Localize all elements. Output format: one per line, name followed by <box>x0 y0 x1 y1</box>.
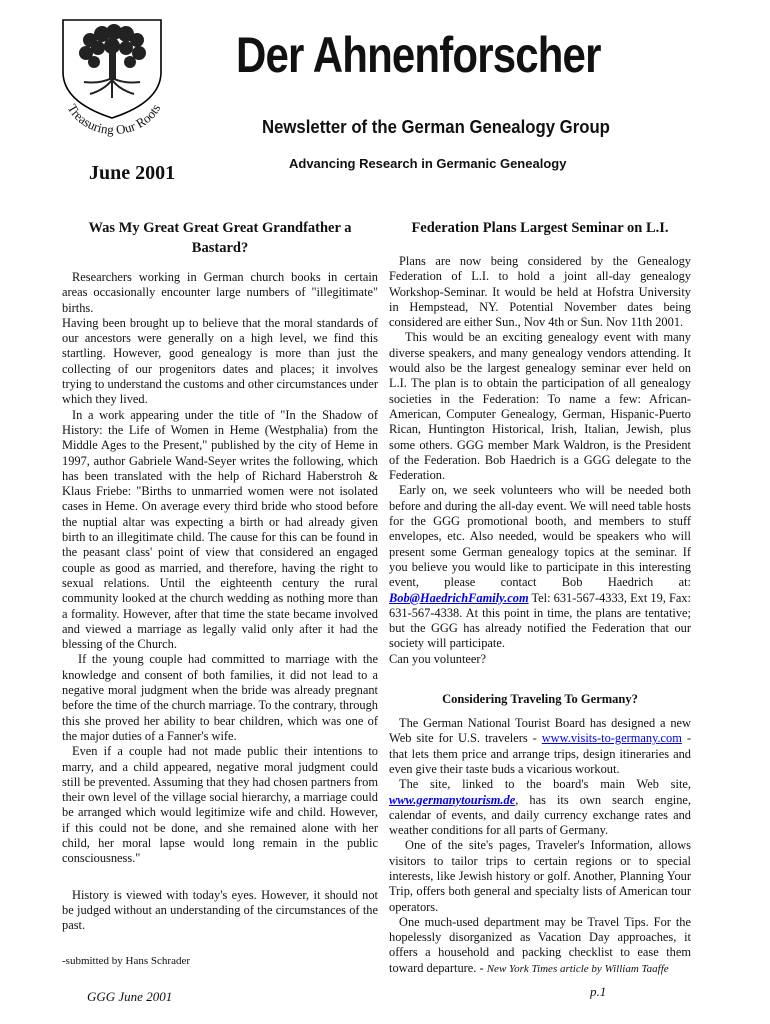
travel-article-paragraph <box>389 777 691 838</box>
travel-article-attribution: New York Times article by William Taaffe <box>486 962 669 975</box>
left-article-title: Was My Great Great Great Grandfather a Bastard? <box>88 220 352 256</box>
left-article-paragraph: Having been brought up to believe that the moral standards of our ancestors were generally on a high level, we find this startling. However, good genealogy is more than just the collecting of our progenitors dates and places; it involves trying to understand the customs and other circumstances under which they lived. <box>62 315 378 407</box>
travel-article-title: Considering Traveling To Germany? <box>442 692 638 707</box>
travel-article-text: - that lets them price and arrange trips, design itineraries and even give their taste buds a vicarious workout. <box>389 731 691 776</box>
page-number: p.1 <box>590 984 607 999</box>
right-column <box>389 218 691 977</box>
left-article-paragraph: In a work appearing under the title of "In the Shadow of History: the Life of Women in Heme (Westphalia) from the Middle Ages to the Present," published by the city of Heme in 1997, author Gabriele Wand-Seyer writes the following, which has been translated with the help of Richard Haberstroh & Klaus Friebe: "Births to unmarried women were not isolated cases in Heme. On average every third bride who stood before the nuptial altar was expecting a birth or had already given birth to an illegitimate child. The cause for this can be found in the peasant class' point of view that considered an engaged couple as good as married, and therefore, having the right to sexual relations. Until the eighteenth century the rural community looked at the church wedding as nothing more than a formality. However, after that time the state became involved and viewed a marriage as legally valid only after it had the blessing of the Church. <box>62 407 378 652</box>
left-article-paragraph: History is viewed with today's eyes. However, it should not be judged without an understanding of the circumstances of the past. <box>62 887 378 933</box>
travel-article-paragraph <box>389 915 691 977</box>
logo <box>50 10 175 145</box>
right-article-paragraph: Plans are now being considered by the Genealogy Federation of L.I. to hold a joint all-day genealogy Workshop-Seminar. It would be held at Hofstra University in Hempstead, NY. Potential November dates being considered are either Sun., Nov 4th or Sun. Nov 11th 2001. <box>389 254 691 330</box>
travel-article-text: The site, linked to the board's main Web site, <box>399 777 691 792</box>
travel-article-text: , has its own search engine, calendar of events, and daily currency exchange rates and weather conditions for all parts of Germany. <box>389 792 691 838</box>
left-article-paragraph: Researchers working in German church books in certain areas occasionally encounter large numbers of "illegitimate" births. <box>62 270 378 315</box>
travel-article-text: The German National Tourist Board has designed a new Web site for U.S. travelers - <box>389 716 691 746</box>
left-article-paragraph: If the young couple had committed to marriage with the knowledge and consent of both families, it did not lead to a negative moral judgment when the bride was already pregnant before the time of the church marriage. To the contrary, through this she proved her ability to bear children, which was one of the major duties of a Fanner's wife. <box>62 652 379 743</box>
newsletter-title: Der Ahnenforscher <box>236 27 601 83</box>
footer-issue: GGG June 2001 <box>87 989 173 1004</box>
tree-roots-icon <box>50 10 175 145</box>
right-article-title: Federation Plans Largest Seminar on L.I. <box>411 220 669 236</box>
visits-to-germany-link[interactable]: www.visits-to-germany.com <box>541 731 682 746</box>
left-column <box>62 218 378 970</box>
travel-article-text: One much-used department may be Travel Tips. For the hopelessly disorganized as Vacation Day approaches, it offers a household and packing checklist to ease them toward departure. - <box>389 914 691 975</box>
right-article-text: Tel: 631-567-4333, Ext 19, Fax: 631-567-4338. At this point in time, the plans are tentative; but the GGG has already notified the Federation that our society will participate. <box>389 590 691 651</box>
right-article-text: Early on, we seek volunteers who will be needed both before and during the all-day event. We will need table hosts for the GGG promotional booth, and members to stuff envelopes, etc. Also needed, would be speakers who will present some German genealogy topics at the seminar. If you believe you would like to participate in this interesting event, please contact Bob Haedrich at: <box>389 483 691 590</box>
right-article-paragraph: Can you volunteer? <box>389 651 487 666</box>
svg-text:Treasuring Our Roots: Treasuring Our Roots <box>64 101 164 138</box>
right-article-paragraph <box>389 483 691 651</box>
right-article-paragraph: This would be an exciting genealogy event with many diverse speakers, and many genealogy vendors attending. It would also be the largest genealogy seminar ever held on L.I. The plan is to obtain the participation of all genealogy societies in the Federation: To name a few: African-American, Computer Genealogy, German, Hispanic-Puerto Rican, Huntington Historical, Irish, Italian, Jewish, plus some others. GGG member Mark Waldron, is the President of the Federation. Bob Haedrich is a GGG delegate to the Federation. <box>389 330 691 483</box>
left-article-signature: -submitted by Hans Schrader <box>62 955 190 968</box>
issue-date: June 2001 <box>89 162 176 184</box>
newsletter-subtitle: Newsletter of the German Genealogy Group <box>262 117 610 137</box>
newsletter-tagline: Advancing Research in Germanic Genealogy <box>289 156 567 171</box>
left-article-paragraph: Even if a couple had not made public their intentions to marry, and a child appeared, negative moral judgment could still be prevented. Assuming that they had chosen partners from their own level of the village social hierarchy, a marriage could be arranged which would legitimize wife and child. However, if this could not be done, and she remained alone with her child, her moral lapse would long remain in the public consciousness." <box>62 744 378 866</box>
travel-article-paragraph <box>389 716 691 777</box>
travel-article-paragraph: One of the site's pages, Traveler's Information, allows visitors to tailor trips to certain regions or to special interests, like Jewish history or golf. Another, Planning Your Trip, offers both general and specialty lists of American tour operators. <box>389 838 691 914</box>
email-link[interactable]: Bob@HaedrichFamily.com <box>389 590 529 605</box>
germany-tourism-link[interactable]: www.germanytourism.de <box>389 792 516 807</box>
